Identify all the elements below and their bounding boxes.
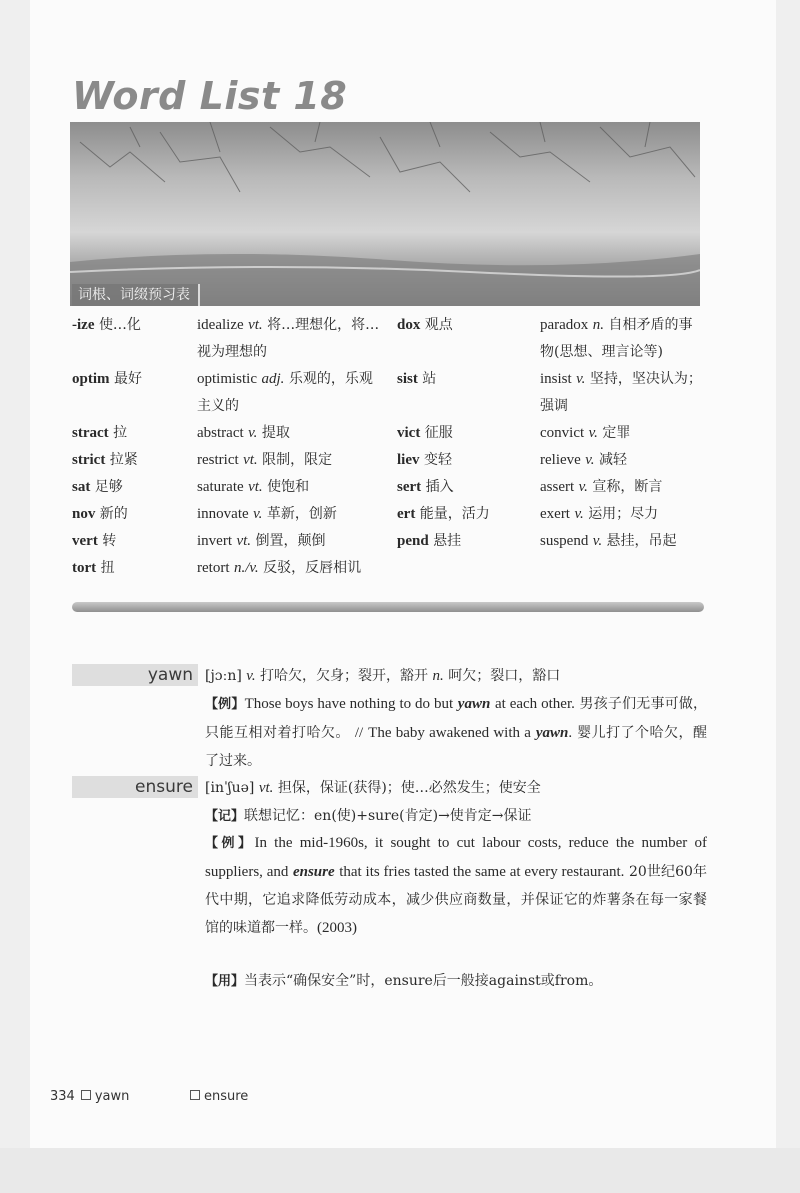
root-example: suspend v. 悬挂，吊起 <box>540 533 677 549</box>
root-example: restrict vt. 限制，限定 <box>197 452 333 468</box>
checkbox-icon <box>81 1090 91 1100</box>
yawn-example: 【例】Those boys have nothing to do but yawn at each other. 男孩子们无事可做，只能互相对着打哈欠。 // The baby awakened with a yawn. 婴儿打了个哈欠，醒了过来。 <box>205 696 708 769</box>
root-item: ert 能量，活力 <box>397 506 490 522</box>
root-example: idealize vt. 将…理想化，将…视为理想的 <box>197 317 380 360</box>
root-example: abstract v. 提取 <box>197 425 290 441</box>
root-item: stract 拉 <box>72 425 128 441</box>
root-example: assert v. 宣称，断言 <box>540 479 663 495</box>
page-bottom-margin <box>0 1148 800 1193</box>
root-example: optimistic adj. 乐观的，乐观主义的 <box>197 371 373 414</box>
root-example: invert vt. 倒置，颠倒 <box>197 533 326 549</box>
root-item: nov 新的 <box>72 506 128 522</box>
page-footer <box>50 1089 129 1104</box>
root-item: vert 转 <box>72 533 117 549</box>
roots-table-label: 词根、词缀预习表 <box>72 284 200 306</box>
root-item: sert 插入 <box>397 479 454 495</box>
page-title: Word List 18 <box>72 74 348 118</box>
headword-yawn: yawn <box>72 664 198 686</box>
root-example: innovate v. 革新，创新 <box>197 506 337 522</box>
ensure-usage-note: 【用】当表示“确保安全”时，ensure后一般接against或from。 <box>205 973 603 989</box>
ensure-definition: [inˈʃuə] vt. 担保，保证(获得)；使…必然发生；使安全 <box>205 780 541 796</box>
ensure-memory-tip: 【记】联想记忆：en(使)+sure(肯定)→使肯定→保证 <box>205 808 532 824</box>
root-item: vict 征服 <box>397 425 453 441</box>
root-item: pend 悬挂 <box>397 533 462 549</box>
root-example: paradox n. 自相矛盾的事物(思想、理言论等) <box>540 317 693 360</box>
ensure-example: 【例】In the mid-1960s, it sought to cut labour costs, reduce the number of suppliers, and ensure that its fries tasted the same at every restaurant. 20世纪60年代中期，它追求降低劳动成本，减少供应商数量，并保证它的炸薯条在每一家餐馆的味道都一样。(2003) <box>205 835 707 936</box>
root-example: relieve v. 减轻 <box>540 452 628 468</box>
footer-word-1: yawn <box>94 1089 130 1104</box>
checkbox-icon <box>190 1090 200 1100</box>
page-footer-2 <box>184 1089 248 1104</box>
root-item: sat 足够 <box>72 479 123 495</box>
root-example: exert v. 运用；尽力 <box>540 506 659 522</box>
root-item: tort 扭 <box>72 560 115 576</box>
root-example: convict v. 定罪 <box>540 425 631 441</box>
root-item: strict 拉紧 <box>72 452 138 468</box>
banner-tree-silhouette <box>70 122 700 306</box>
root-example: insist v. 坚持，坚决认为；强调 <box>540 371 702 414</box>
root-item: liev 变轻 <box>397 452 452 468</box>
headword-ensure: ensure <box>72 776 198 798</box>
root-example: retort n./v. 反驳，反唇相讥 <box>197 560 362 576</box>
root-example: saturate vt. 使饱和 <box>197 479 310 495</box>
footer-word-2: ensure <box>204 1089 249 1104</box>
root-item: dox 观点 <box>397 317 453 333</box>
yawn-definition: [jɔːn] v. 打哈欠，欠身；裂开，豁开 n. 呵欠；裂口，豁口 <box>205 668 561 684</box>
root-item: optim 最好 <box>72 371 142 387</box>
page-number: 334 <box>50 1089 75 1104</box>
root-item: sist 站 <box>397 371 437 387</box>
section-divider <box>72 602 704 612</box>
root-item: -ize 使…化 <box>72 317 141 333</box>
banner-image <box>70 122 700 306</box>
